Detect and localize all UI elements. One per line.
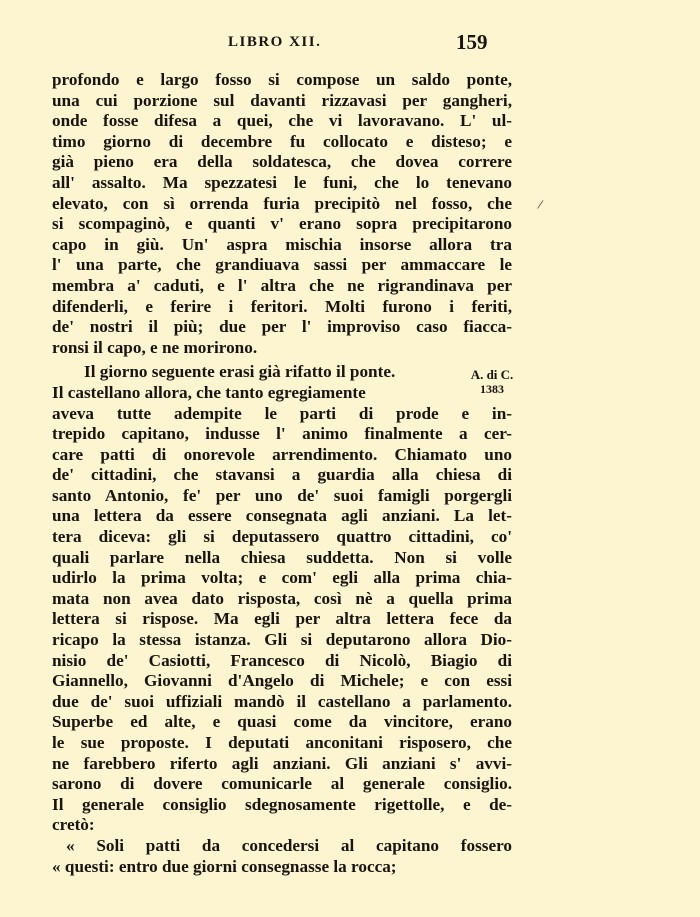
text-line: due de' suoi uffiziali mandò il castellano a parlamento. (52, 691, 512, 711)
text-line: aveva tutte adempite le parti di prode e in- (52, 403, 512, 423)
text-line: santo Antonio, fe' per uno de' suoi famigli porgergli (52, 485, 512, 505)
margin-note-year: 1383 (480, 382, 504, 396)
text-line: ne farebbero riferto agli anziani. Gli anziani s' avvi- (52, 753, 512, 773)
text-line: elevato, con sì orrenda furia precipitò nel fosso, che (52, 193, 512, 213)
text-line: già pieno era della soldatesca, che dovea correre (52, 152, 512, 172)
text-line: profondo e largo fosso si compose un saldo ponte, (52, 70, 512, 89)
text-line: nisio de' Casiotti, Francesco di Nicolò, Biagio di (52, 650, 512, 670)
text-line: Giannello, Giovanni d'Angelo di Michele; e con essi (52, 671, 512, 691)
text-line: una cui porzione sul davanti rizzavasi per gangheri, (52, 90, 512, 110)
text-line: l' una parte, che grandiuava sassi per ammaccare le (52, 255, 512, 275)
text-line: trepido capitano, indusse l' animo finalmente a cer- (52, 424, 512, 444)
text-line: Superbe ed alte, e quasi come da vincitore, erano (52, 712, 512, 732)
text-line: Il castellano allora, che tanto egregiamente (52, 382, 366, 402)
text-line: onde fosse difesa a quei, che vi lavoravano. L' ul- (52, 111, 512, 131)
text-line: cretò: (52, 815, 95, 835)
text-line: quali parlare nella chiesa suddetta. Non si volle (52, 547, 512, 567)
text-line: timo giorno di decembre fu collocato e disteso; e (52, 131, 512, 151)
text-line: una lettera da essere consegnata agli anziani. La let- (52, 506, 512, 526)
text-line: si scompaginò, e quanti v' erano sopra precipitarono (52, 214, 512, 234)
running-title: LIBRO XII. (228, 34, 322, 50)
text-line: « Soli patti da concedersi al capitano fossero (66, 835, 512, 855)
text-line: difenderli, e ferire i feritori. Molti furono i feriti, (52, 296, 512, 316)
text-line: udirlo la prima volta; e com' egli alla prima chia- (52, 568, 512, 588)
text-line: tera diceva: gli si deputassero quattro cittadini, co' (52, 527, 512, 547)
page-number: 159 (456, 30, 488, 54)
text-line: « questi: entro due giorni consegnasse la rocca; (52, 856, 397, 876)
text-line: sarono di dovere comunicarle al generale consiglio. (52, 774, 512, 794)
text-line: lettera si rispose. Ma egli per altra lettera fece da (52, 609, 512, 629)
text-line: capo in giù. Un' aspra mischia insorse allora tra (52, 234, 512, 254)
text-line: membra a' caduti, e l' altra che ne rigrandinava per (52, 275, 512, 295)
text-line: all' assalto. Ma spezzatesi le funi, che lo tenevano (52, 172, 512, 192)
body-text (52, 70, 512, 877)
text-line: ricapo la stessa istanza. Gli si deputarono allora Dio- (52, 630, 512, 650)
text-line: de' cittadini, che stavansi a guardia alla chiesa di (52, 465, 512, 485)
stray-mark: / (536, 197, 544, 214)
text-line: de' nostri il più; due per l' improviso caso fiacca- (52, 317, 512, 337)
text-line: care patti di onorevole arrendimento. Chiamato uno (52, 444, 512, 464)
text-line: mata non avea dato risposta, così nè a quella prima (52, 588, 512, 608)
margin-note-label: A. di C. (470, 367, 514, 382)
text-line: le sue proposte. I deputati anconitani risposero, che (52, 733, 512, 752)
text-line: Il giorno seguente erasi già rifatto il ponte. (84, 362, 396, 382)
text-line: ronsi il capo, e ne morirono. (52, 337, 258, 357)
page-header (0, 30, 700, 58)
text-line: Il generale consiglio sdegnosamente rigettolle, e de- (52, 794, 512, 814)
